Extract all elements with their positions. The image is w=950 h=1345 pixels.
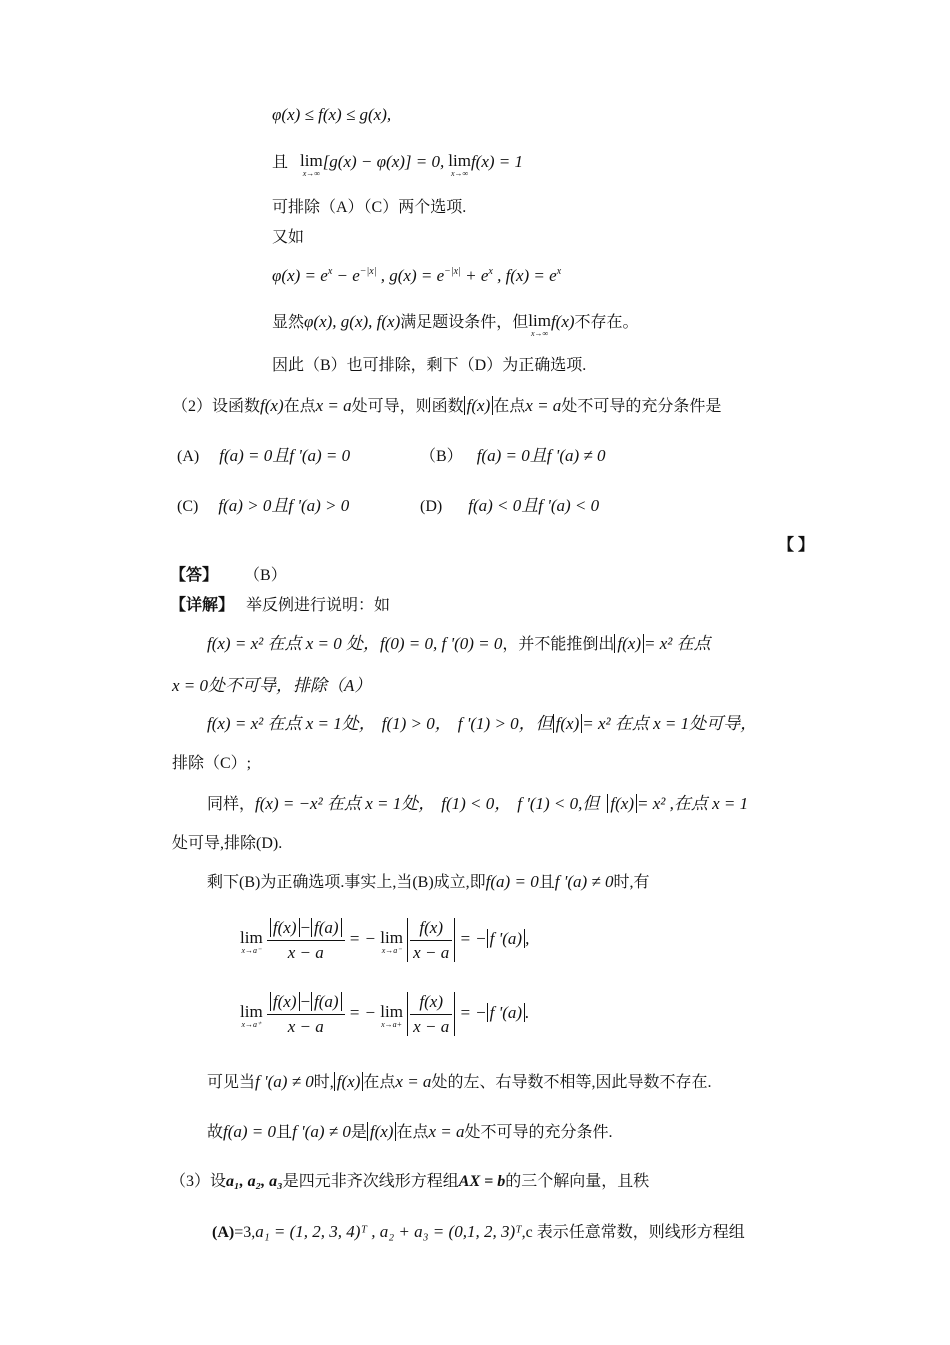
option-d: (D) f(a) < 0且f '(a) < 0 <box>420 496 600 515</box>
answer-line <box>170 566 287 585</box>
fraction: $\frac{f(x) - f(a)}{x - a}$ <box>267 918 345 962</box>
limit-operator: lim x→∞ <box>448 151 471 178</box>
answer-label: 【答】 <box>170 567 219 584</box>
text-qie: 且 <box>272 154 289 171</box>
detail-line: 【详解】 举反例进行说明：如 <box>170 597 391 614</box>
equation-right-limit: lim x→a⁺ $\frac{f(x) - f(a)}{x - a}$ = − lim x→a+ $\frac{f(x)}{x - a}$ = − f '(a) . <box>240 992 530 1036</box>
paragraph-line: 故f(a) = 0且f '(a) ≠ 0是 f(x) 在点x = a处不可导的充分条件. <box>207 1122 613 1141</box>
counterexample-functions: $\varphi(x) = e^x - e^{-|x|}$ , $g(x) = e^{-|x|} + e^x$ , $f(x) = e^x$ <box>272 266 562 285</box>
fraction: $\frac{f(x) - f(a)}{x - a}$ <box>267 992 345 1036</box>
limit-operator: lim x→∞ <box>300 151 323 178</box>
limit-operator: lim x→a+ <box>380 1001 403 1029</box>
inequality-line: φ(x) ≤ f(x) ≤ g(x), <box>272 105 392 124</box>
answer-value: （B） <box>244 567 287 584</box>
paragraph-line: 剩下(B)为正确选项.事实上,当(B)成立,即f(a) = 0且f '(a) ≠ 0时,有 <box>207 872 650 891</box>
option-c: (C) f(a) > 0且f '(a) > 0 <box>177 496 350 515</box>
question-2: （2）设函数f(x)在点x = a处可导，则函数 f(x) 在点x = a处不可导的充分条件是 <box>172 396 722 415</box>
paragraph-line: 处可导,排除(D). <box>172 835 283 852</box>
limit-condition-line <box>272 152 523 178</box>
limit-expression: f(x) = 1 <box>470 152 523 171</box>
paragraph-line: f(x) = x² 在点 x = 0 处，f(0) = 0, f '(0) = 0，并不能推倒出 f(x) = x² 在点 <box>207 634 711 653</box>
paragraph-line: 同样，f(x) = −x² 在点 x = 1处， f(1) < 0， f '(1) < 0,但 f(x) = x² ,在点 x = 1 <box>207 794 749 813</box>
text-line: 因此（B）也可排除，剩下（D）为正确选项. <box>272 357 587 374</box>
question-3-continued: (A)=3,a₁ = (1, 2, 3, 4)ᵀ , a₂ + a₃ = (0,1, 2, 3)ᵀ,c 表示任意常数，则线形方程组 <box>212 1222 745 1241</box>
text-line: 又如 <box>272 229 305 246</box>
detail-label: 【详解】 <box>170 597 235 614</box>
limit-operator: lim x→∞ <box>528 311 551 338</box>
question-3: （3）设a₁, a₂, a₃是四元非齐次线形方程组AX = b的三个解向量，且秩 <box>170 1173 650 1190</box>
equation-left-limit: lim x→a⁻ $\frac{f(x) - f(a)}{x - a}$ = − lim x→a⁻ $\frac{f(x)}{x - a}$ = − f '(a) , <box>240 918 530 962</box>
paragraph-line: f(x) = x² 在点 x = 1处， f(1) > 0， f '(1) > 0，但 f(x) = x² 在点 x = 1处可导， <box>207 714 758 733</box>
limit-operator: lim x→a⁺ <box>240 1001 263 1029</box>
paragraph-line: 可见当f '(a) ≠ 0时, f(x) 在点x = a处的左、右导数不相等,因此导数不存在. <box>207 1072 712 1091</box>
answer-bracket: 【 】 <box>778 537 815 554</box>
limit-expression: [g(x) − φ(x)] = 0, <box>322 152 445 171</box>
absolute-fraction: $\frac{f(x)}{x - a}$ <box>407 992 455 1036</box>
option-b: （B） f(a) = 0且f '(a) ≠ 0 <box>420 446 606 465</box>
text-line: 显然φ(x), g(x), f(x)满足题设条件，但 lim x→∞ f(x)不存在。 <box>272 311 639 338</box>
paragraph-line: x = 0处不可导，排除（A） <box>172 676 372 695</box>
limit-operator: lim x→a⁻ <box>240 927 263 955</box>
paragraph-line: 排除（C）; <box>172 755 252 772</box>
text-line: 可排除（A）（C）两个选项. <box>272 199 467 216</box>
option-a: (A) f(a) = 0且f '(a) = 0 <box>177 446 351 465</box>
absolute-fraction: $\frac{f(x)}{x - a}$ <box>407 918 455 962</box>
limit-operator: lim x→a⁻ <box>380 927 403 955</box>
